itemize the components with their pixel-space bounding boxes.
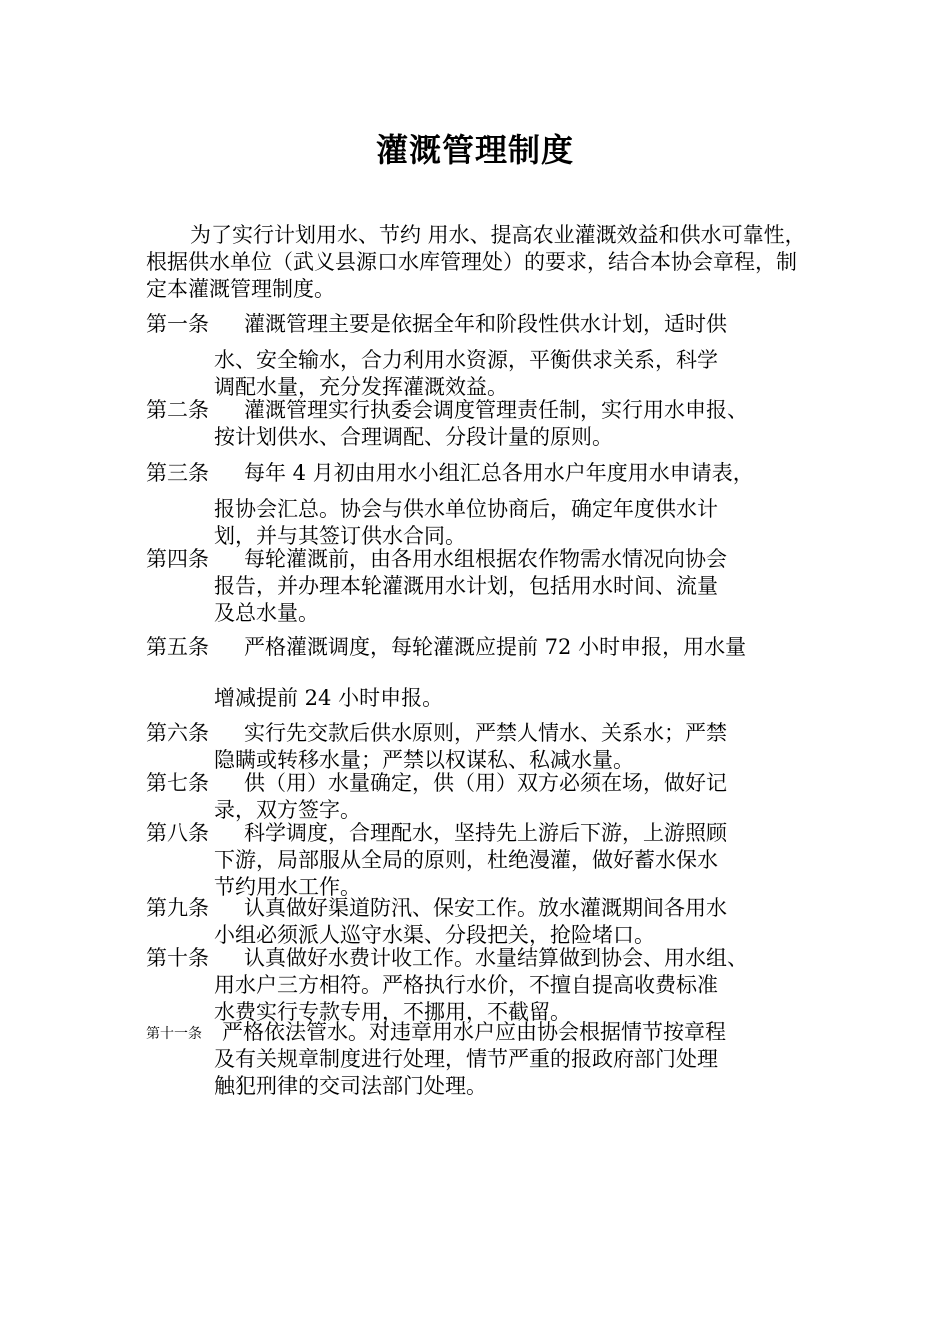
article-line: 触犯刑律的交司法部门处理。: [214, 1074, 487, 1098]
article-line: 录，双方签字。: [214, 798, 361, 822]
article-line: 认真做好渠道防汛、保安工作。放水灌溉期间各用水: [244, 896, 727, 920]
article-5: [146, 634, 826, 712]
article-line: 供（用）水量确定，供（用）双方必须在场，做好记: [244, 771, 727, 795]
article-number: 第十一条: [146, 1026, 202, 1042]
article-10: [146, 945, 826, 1026]
article-number: 第五条: [146, 635, 209, 659]
article-3: [146, 460, 826, 550]
article-line: 及总水量。: [214, 601, 319, 625]
article-number: 第二条: [146, 398, 209, 422]
article-2: [146, 397, 826, 451]
article-number: 第四条: [146, 547, 209, 571]
document-title: 灌溉管理制度: [375, 131, 574, 169]
article-number: 第六条: [146, 721, 209, 745]
article-line: 每年 4 月初由用水小组汇总各用水户年度用水申请表，: [244, 461, 754, 485]
article-line: 实行先交款后供水原则，严禁人情水、关系水；严禁: [244, 721, 727, 745]
article-line: 节约用水工作。: [214, 875, 361, 899]
article-line: 小组必须派人巡守水渠、分段把关，抢险堵口。: [214, 923, 655, 947]
article-8: [146, 820, 826, 901]
article-line: 科学调度，合理配水，坚持先上游后下游，上游照顾: [244, 821, 727, 845]
article-line: 划，并与其签订供水合同。: [214, 524, 466, 548]
article-line: 水、安全输水，合力利用水资源，平衡供求关系，科学: [214, 348, 718, 372]
article-number: 第三条: [146, 461, 209, 485]
article-6: [146, 720, 826, 774]
article-number: 第十条: [146, 946, 209, 970]
article-number: 第八条: [146, 821, 209, 845]
article-line: 报告，并办理本轮灌溉用水计划，包括用水时间、流量: [214, 574, 718, 598]
article-line: 水费实行专款专用，不挪用，不截留。: [214, 1000, 571, 1024]
intro-paragraph: 为了实行计划用水、节约 用水、提高农业灌溉效益和供水可靠性，根据供水单位（武义县源口水库管理处）的要求，结合本协会章程，制定本灌溉管理制度。: [146, 223, 806, 301]
article-line: 用水户三方相符。严格执行水价，不擅自提高收费标准: [214, 973, 718, 997]
article-line: 灌溉管理实行执委会调度管理责任制，实行用水申报、: [244, 398, 748, 422]
article-line: 灌溉管理主要是依据全年和阶段性供水计划，适时供: [244, 312, 727, 336]
article-1: [146, 311, 826, 401]
article-line: 调配水量，充分发挥灌溉效益。: [214, 375, 508, 399]
article-line: 认真做好水费计收工作。水量结算做到协会、用水组、: [244, 946, 748, 970]
article-line: 每轮灌溉前，由各用水组根据农作物需水情况向协会: [244, 547, 727, 571]
article-line: 增减提前 24 小时申报。: [214, 686, 444, 710]
article-number: 第九条: [146, 896, 209, 920]
article-line: 严格依法管水。对违章用水户应由协会根据情节按章程: [222, 1020, 726, 1044]
article-line: 隐瞒或转移水量；严禁以权谋私、私减水量。: [214, 748, 634, 772]
article-4: [146, 546, 826, 627]
article-9: [146, 895, 826, 949]
article-line: 报协会汇总。协会与供水单位协商后，确定年度供水计: [214, 497, 718, 521]
article-11: [146, 1019, 826, 1100]
article-number: 第七条: [146, 771, 209, 795]
article-line: 严格灌溉调度，每轮灌溉应提前 72 小时申报，用水量: [244, 635, 747, 659]
article-line: 下游，局部服从全局的原则，杜绝漫灌，做好蓄水保水: [214, 848, 718, 872]
article-line: 及有关规章制度进行处理，情节严重的报政府部门处理: [214, 1047, 718, 1071]
article-7: [146, 770, 826, 824]
article-number: 第一条: [146, 312, 209, 336]
article-line: 按计划供水、合理调配、分段计量的原则。: [214, 425, 613, 449]
